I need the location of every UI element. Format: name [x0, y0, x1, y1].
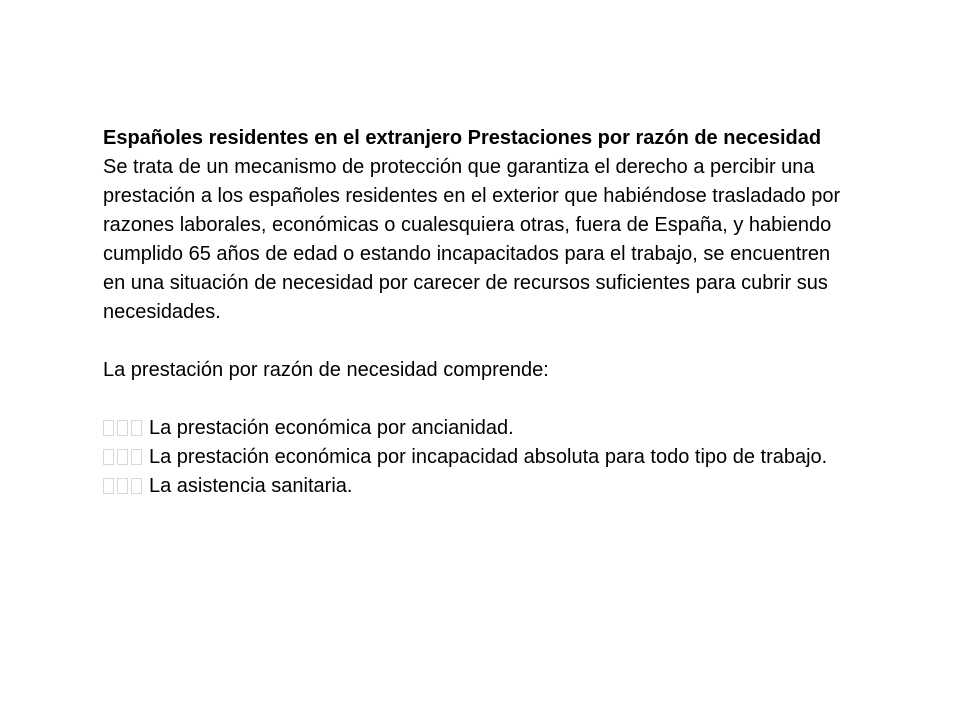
- list-item-text: La prestación económica por ancianidad.: [149, 417, 514, 439]
- list-item: [103, 472, 843, 501]
- list-item: [103, 414, 843, 443]
- list-item: [103, 443, 843, 472]
- missing-glyph-box-icon: [103, 414, 145, 443]
- missing-glyph-box-icon: [103, 443, 145, 472]
- list-item-text: La prestación económica por incapacidad absoluta para todo tipo de trabajo.: [149, 446, 828, 468]
- list-intro: La prestación por razón de necesidad comprende:: [103, 359, 549, 381]
- spacer: [103, 327, 843, 356]
- slide-content: [103, 124, 843, 501]
- description-paragraph: Se trata de un mecanismo de protección que garantiza el derecho a percibir una prestación a los españoles residentes en el exterior que habiéndose trasladado por razones laborales, económicas o cualesquiera otras, fuera de España, y habiendo cumplido 65 años de edad o estando incapacitados para el trabajo, se encuentren en una situación de necesidad por carecer de recursos suficientes para cubrir sus necesidades.: [103, 156, 841, 323]
- list-item-text: La asistencia sanitaria.: [149, 475, 353, 497]
- document-title: Españoles residentes en el extranjero Prestaciones por razón de necesidad: [103, 127, 822, 149]
- spacer: [103, 385, 843, 414]
- missing-glyph-box-icon: [103, 472, 145, 501]
